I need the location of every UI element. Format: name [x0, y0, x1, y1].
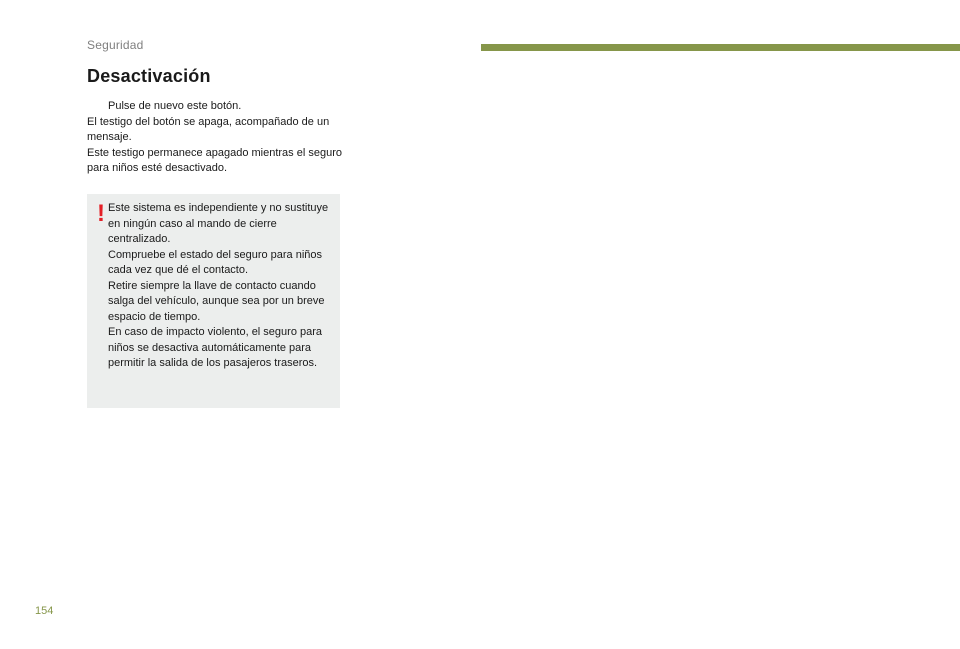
bullet-text: Pulse de nuevo este botón.	[108, 100, 242, 112]
header-accent-bar	[481, 44, 960, 51]
paragraph-2: Este testigo permanece apagado mientras el seguro para niños esté desactivado.	[87, 146, 342, 174]
notice-paragraph-1: Este sistema es independiente y no sustituye en ningún caso al mando de cierre centralizado.	[108, 202, 329, 245]
warning-exclamation-icon: !	[97, 200, 105, 227]
paragraph-1: El testigo del botón se apaga, acompañado de un mensaje.	[87, 115, 330, 143]
body-text	[87, 99, 342, 177]
section-label: Seguridad	[87, 38, 144, 52]
page-number: 154	[35, 605, 54, 617]
notice-paragraph-2: Compruebe el estado del seguro para niños cada vez que dé el contacto.	[108, 248, 323, 276]
page-title: Desactivación	[87, 66, 211, 86]
notice-paragraph-3: Retire siempre la llave de contacto cuando salga del vehículo, aunque sea por un breve espacio de tiempo.	[108, 279, 325, 323]
notice-paragraph-4: En caso de impacto violento, el seguro para niños se desactiva automáticamente para permitir la salida de los pasajeros traseros.	[108, 326, 323, 369]
warning-notice	[87, 194, 340, 408]
bullet-item	[87, 99, 342, 115]
notice-text	[108, 201, 339, 372]
